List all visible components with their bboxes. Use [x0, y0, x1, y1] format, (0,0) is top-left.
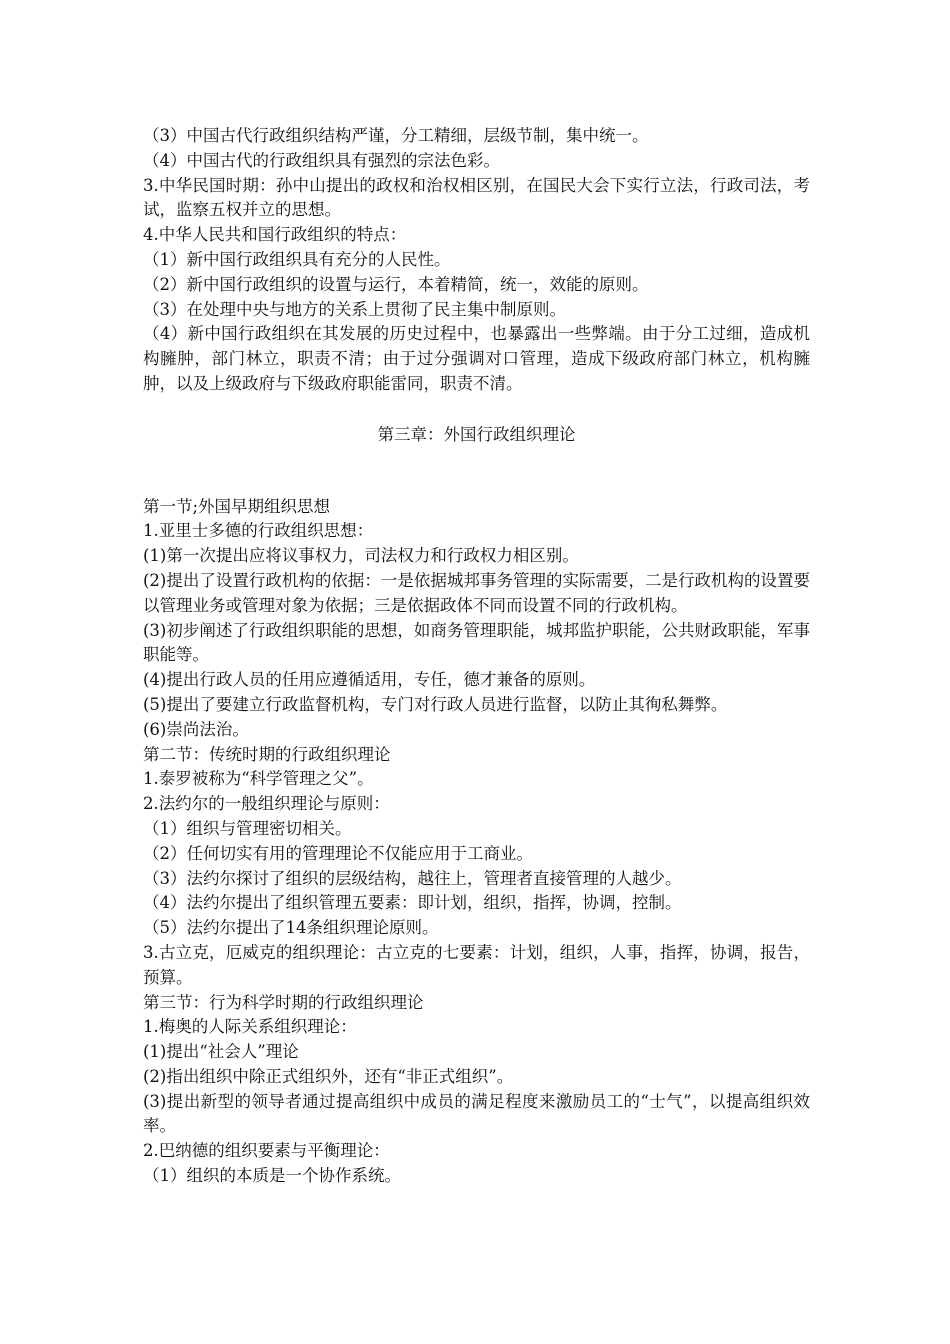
paragraph: (2)指出组织中除正式组织外，还有“非正式组织”。	[143, 1066, 514, 1086]
section-heading: 第一节;外国早期组织思想	[143, 496, 331, 516]
paragraph: (2)提出了设置行政机构的依据：一是依据城邦事务管理的实际需要，二是行政机构的设置要以管理业务或管理对象为依据；三是依据政体不同而设置不同的行政机构。	[143, 570, 810, 615]
paragraph: (4)提出行政人员的任用应遵循适用，专任，德才兼备的原则。	[143, 670, 596, 690]
paragraph: 2.法约尔的一般组织理论与原则：	[143, 794, 390, 814]
paragraph: 2.巴纳德的组织要素与平衡理论：	[143, 1141, 390, 1161]
paragraph: 4.中华人民共和国行政组织的特点：	[143, 225, 407, 245]
paragraph: （5）法约尔提出了14条组织理论原则。	[143, 918, 439, 938]
section-heading: 第二节：传统时期的行政组织理论	[143, 744, 391, 764]
paragraph: （1）组织的本质是一个协作系统。	[143, 1166, 401, 1186]
paragraph: （1）组织与管理密切相关。	[143, 818, 352, 838]
paragraph: (6)崇尚法治。	[143, 719, 249, 739]
paragraph: (1)提出“社会人”理论	[143, 1042, 299, 1062]
chapter-title: 第三章：外国行政组织理论	[377, 424, 576, 444]
paragraph: 3.古立克，厄威克的组织理论：古立克的七要素：计划，组织，人事，指挥，协调，报告，预算。	[143, 942, 810, 987]
paragraph: （3）在处理中央与地方的关系上贯彻了民主集中制原则。	[143, 299, 566, 319]
paragraph: (3)提出新型的领导者通过提高组织中成员的满足程度来激励员工的“士气”，以提高组织效率。	[143, 1091, 810, 1136]
paragraph: （4）新中国行政组织在其发展的历史过程中，也暴露出一些弊端。由于分工过细，造成机构臃肿，部门林立，职责不清；由于过分强调对口管理，造成下级政府部门林立，机构臃肿，以及上级政府与下级政府职能雷同，职责不清。	[143, 324, 810, 393]
paragraph: 1.泰罗被称为“科学管理之父”。	[143, 769, 374, 789]
paragraph: 1.亚里士多德的行政组织思想：	[143, 521, 374, 541]
paragraph: （3）中国古代行政组织结构严谨，分工精细，层级节制，集中统一。	[143, 126, 649, 145]
paragraph: (1)第一次提出应将议事权力，司法权力和行政权力相区别。	[143, 546, 579, 566]
paragraph: （2）新中国行政组织的设置与运行，本着精简，统一，效能的原则。	[143, 274, 649, 294]
paragraph: 1.梅奥的人际关系组织理论：	[143, 1017, 357, 1037]
paragraph: (3)初步阐述了行政组织职能的思想，如商务管理职能，城邦监护职能，公共财政职能，军事职能等。	[143, 620, 810, 665]
paragraph: （1）新中国行政组织具有充分的人民性。	[143, 249, 451, 269]
section-heading: 第三节：行为科学时期的行政组织理论	[143, 992, 424, 1012]
paragraph: 3.中华民国时期：孙中山提出的政权和治权相区别，在国民大会下实行立法，行政司法，考试，监察五权并立的思想。	[143, 175, 810, 220]
paragraph: （3）法约尔探讨了组织的层级结构，越往上，管理者直接管理的人越少。	[143, 868, 682, 888]
paragraph: （4）中国古代的行政组织具有强烈的宗法色彩。	[143, 150, 500, 170]
paragraph: （4）法约尔提出了组织管理五要素：即计划，组织，指挥，协调，控制。	[143, 893, 682, 913]
paragraph: （2）任何切实有用的管理理论不仅能应用于工商业。	[143, 843, 533, 863]
paragraph: (5)提出了要建立行政监督机构，专门对行政人员进行监督，以防止其徇私舞弊。	[143, 694, 728, 714]
document-body	[143, 124, 810, 1189]
